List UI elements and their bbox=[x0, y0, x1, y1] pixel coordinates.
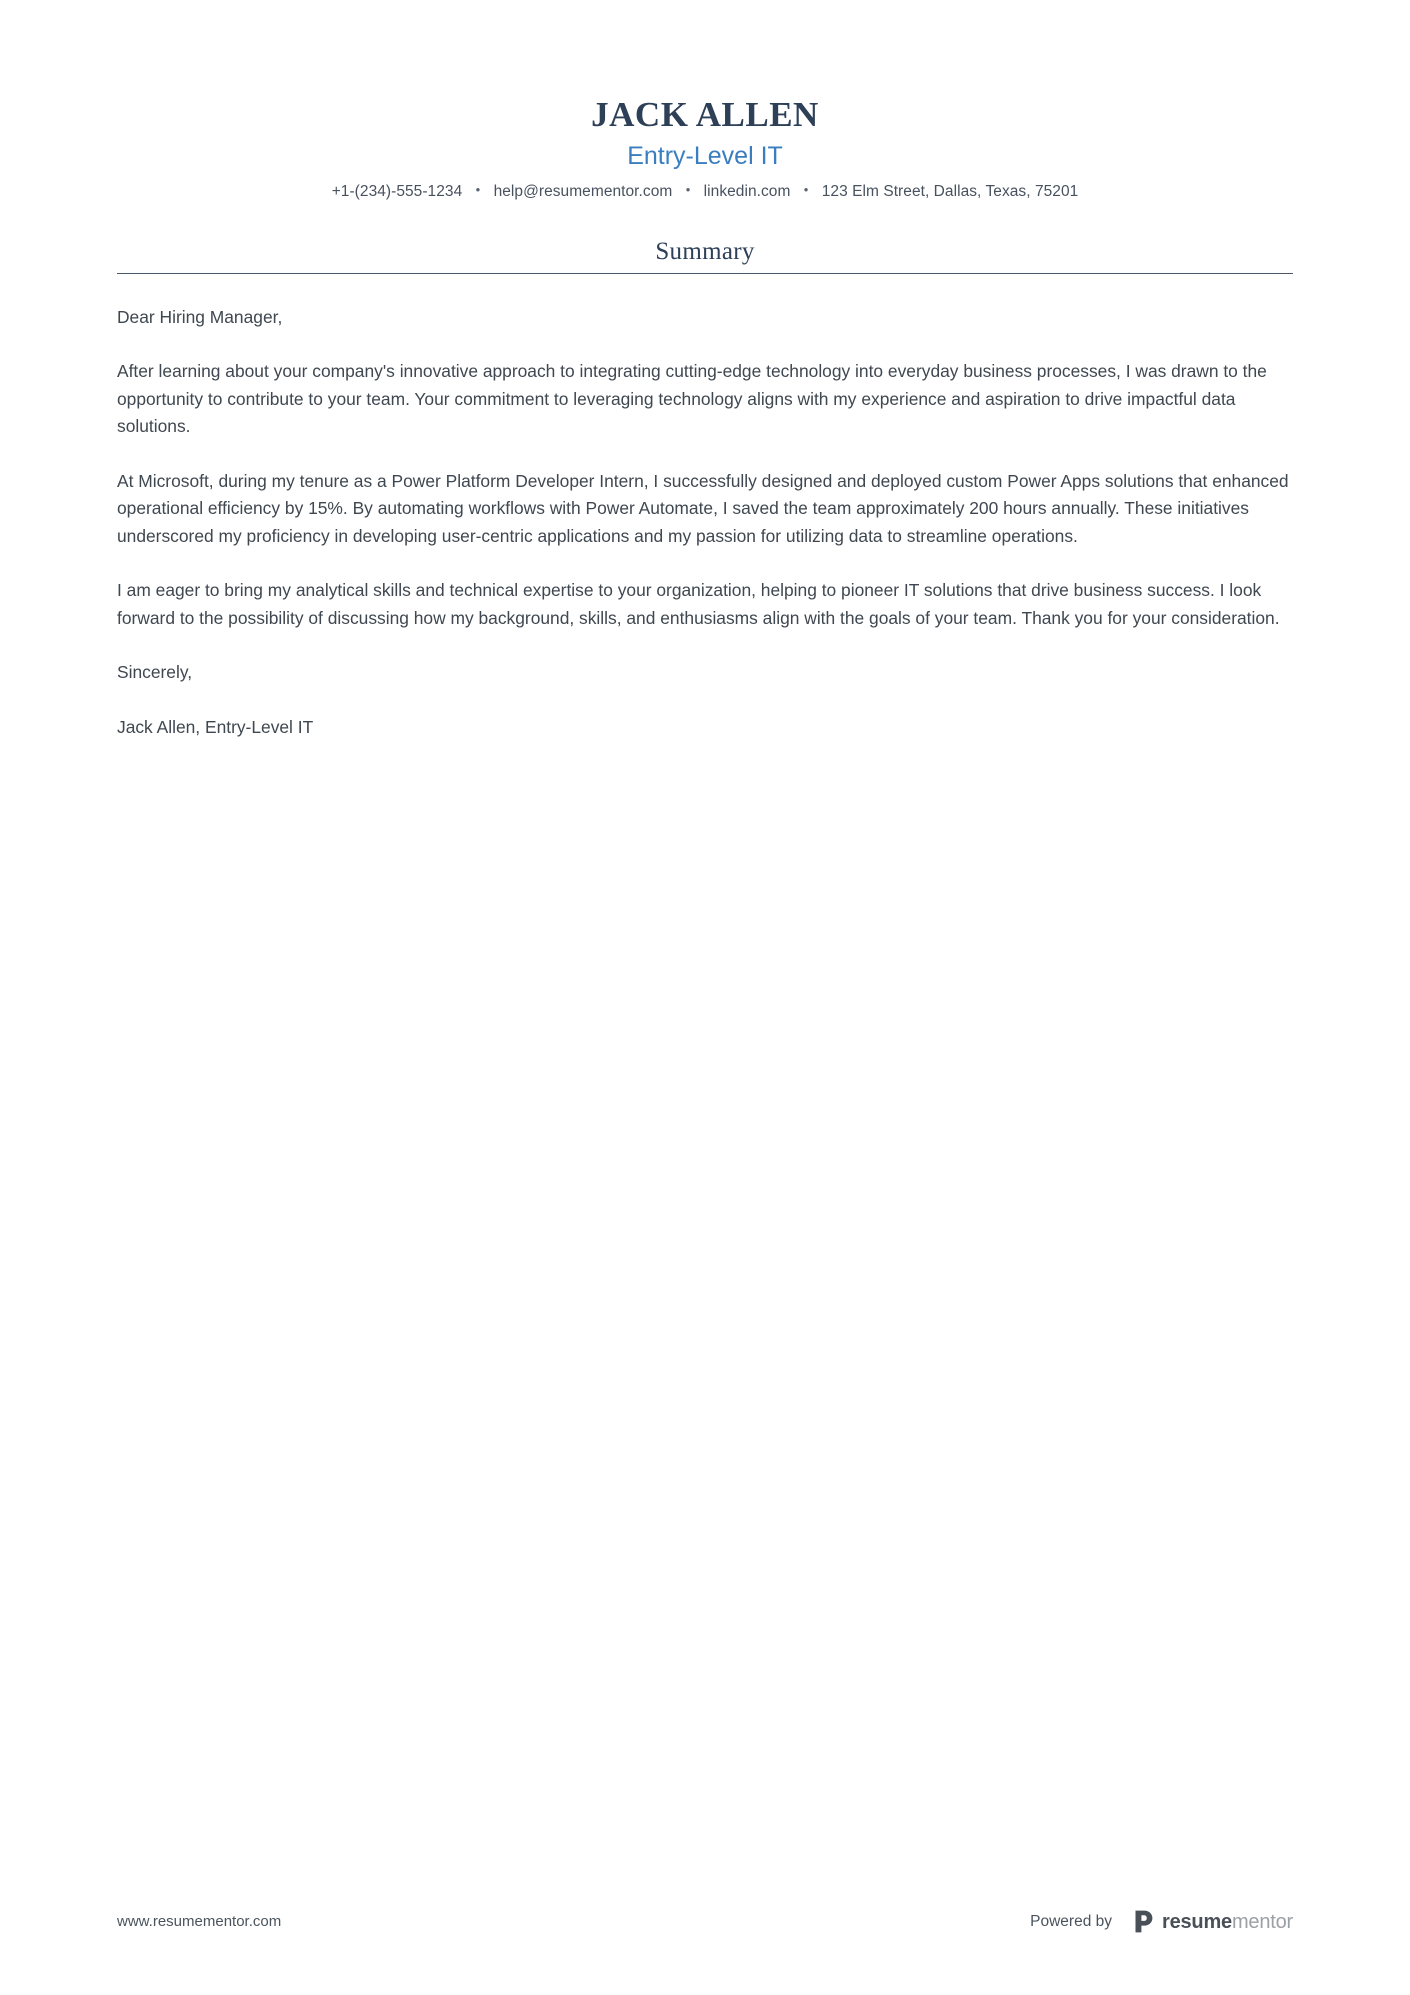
letter-closing: Sincerely, bbox=[117, 662, 193, 683]
candidate-job-title: Entry-Level IT bbox=[627, 141, 783, 170]
section-divider bbox=[117, 273, 1293, 274]
letter-paragraph: After learning about your company's innovative approach to integrating cutting-edge technology into everyday business processes, I was drawn to the opportunity to contribute to your team. Your commitment to leveraging technology aligns with my experience and aspiration to drive impactful data solutions. bbox=[117, 361, 1267, 437]
candidate-name: JACK ALLEN bbox=[591, 95, 819, 134]
letter-body bbox=[117, 282, 1293, 742]
letter-paragraph: At Microsoft, during my tenure as a Power Platform Developer Intern, I successfully designed and deployed custom Power Apps solutions that enhanced operational efficiency by 15%. By automating workflows with Power Automate, I saved the team approximately 200 hours annually. These initiatives underscored my proficiency in developing user-centric applications and my passion for utilizing data to streamline operations. bbox=[117, 470, 1289, 546]
section-title-summary: Summary bbox=[655, 237, 755, 265]
contact-linkedin[interactable]: linkedin.com bbox=[703, 182, 791, 200]
contact-line bbox=[0, 182, 1410, 201]
resumementor-logo-icon bbox=[1134, 1910, 1155, 1933]
contact-email[interactable]: help@resumementor.com bbox=[493, 182, 673, 200]
resumementor-logo bbox=[1134, 1910, 1293, 1933]
contact-address: 123 Elm Street, Dallas, Texas, 75201 bbox=[821, 182, 1079, 200]
letter-signature: Jack Allen, Entry-Level IT bbox=[117, 716, 314, 737]
letter-paragraph: I am eager to bring my analytical skills and technical expertise to your organization, helping to pioneer IT solutions that drive business success. I look forward to the possibility of discussing how my background, skills, and enthusiasms align with the goals of your team. Thank you for your consideration. bbox=[117, 580, 1280, 628]
summary-section-header bbox=[117, 237, 1293, 274]
brand-name-secondary: mentor bbox=[1231, 1910, 1293, 1933]
powered-by-label: Powered by bbox=[1030, 1912, 1112, 1930]
contact-phone: +1-(234)-555-1234 bbox=[331, 182, 463, 200]
page-footer bbox=[0, 1910, 1410, 1933]
contact-separator-icon: • bbox=[803, 181, 809, 197]
footer-branding bbox=[1030, 1910, 1293, 1933]
brand-wordmark bbox=[1162, 1912, 1293, 1932]
letter-header bbox=[0, 0, 1410, 201]
letter-salutation: Dear Hiring Manager, bbox=[117, 306, 283, 327]
contact-separator-icon: • bbox=[685, 181, 691, 197]
contact-separator-icon: • bbox=[475, 181, 481, 197]
brand-name-primary: resume bbox=[1162, 1910, 1232, 1933]
footer-website-url[interactable]: www.resumementor.com bbox=[117, 1913, 282, 1930]
